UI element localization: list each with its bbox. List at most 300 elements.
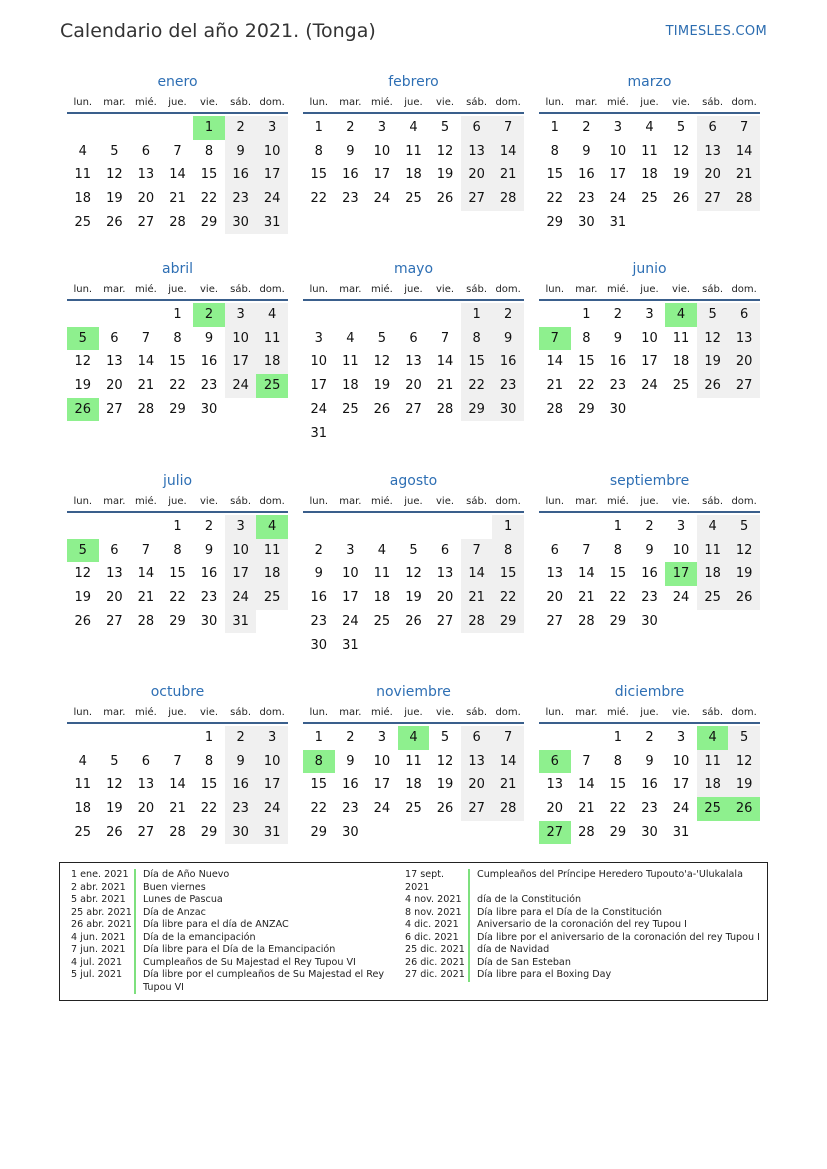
day-cell: 25 — [641, 191, 658, 207]
day-cell: 12 — [672, 143, 690, 159]
weekday-header — [539, 92, 760, 114]
day-cell: 5 — [110, 753, 119, 769]
day-cell: 18 — [672, 354, 690, 370]
weekday-label: lun. — [545, 707, 565, 718]
day-cell: 5 — [110, 143, 119, 159]
day-cell: 3 — [225, 515, 257, 539]
day-cell: 23 — [641, 590, 658, 606]
day-cell: 23 — [641, 801, 658, 817]
month-mayo — [303, 259, 524, 441]
day-cell: 22 — [546, 191, 564, 207]
day-cell: 12 — [106, 167, 123, 183]
day-cell: 3 — [346, 542, 355, 558]
day-cell: 12 — [436, 143, 454, 159]
holiday-day-cell: 26 — [67, 398, 99, 422]
weekday-label: dom. — [495, 496, 521, 507]
day-cell: 3 — [314, 330, 323, 346]
weekday-label: dom. — [731, 707, 757, 718]
day-cell: 18 — [256, 350, 288, 374]
month-agosto — [303, 471, 524, 653]
weekday-header — [67, 491, 288, 513]
weekday-header — [303, 279, 524, 301]
weekday-label: lun. — [73, 707, 93, 718]
legend-date: 6 dic. 2021 — [405, 931, 459, 943]
weekday-label: dom. — [731, 496, 757, 507]
day-cell: 10 — [342, 566, 359, 582]
holiday-day-cell: 4 — [398, 726, 430, 750]
weekday-label: sáb. — [702, 284, 724, 295]
day-cell: 19 — [405, 590, 422, 606]
day-cell: 11 — [74, 777, 92, 793]
day-cell: 26 — [106, 824, 123, 840]
weekday-label: jue. — [640, 707, 659, 718]
weekday-label: jue. — [404, 97, 423, 108]
legend-item — [405, 894, 765, 907]
month-name: agosto — [389, 473, 438, 489]
day-cell: 29 — [200, 214, 218, 230]
weekday-label: mié. — [606, 496, 629, 507]
legend-date: 17 sept. 2021 — [405, 869, 445, 893]
day-cell: 28 — [169, 824, 186, 840]
legend-date: 25 dic. 2021 — [405, 944, 465, 955]
day-cell: 4 — [346, 330, 355, 346]
day-cell: 21 — [578, 590, 595, 606]
day-cell: 25 — [74, 824, 92, 840]
day-cell: 11 — [256, 539, 288, 563]
day-cell: 21 — [461, 586, 493, 610]
day-cell: 3 — [256, 726, 288, 750]
day-cell: 11 — [74, 167, 92, 183]
weekday-label: vie. — [200, 97, 219, 108]
day-cell: 5 — [676, 120, 686, 135]
weekday-label: lun. — [309, 97, 329, 108]
day-cell: 12 — [436, 753, 454, 769]
day-cell: 9 — [346, 143, 355, 159]
day-cell: 12 — [728, 750, 760, 774]
day-cell: 13 — [405, 354, 422, 370]
day-cell: 7 — [173, 753, 182, 769]
day-cell: 2 — [582, 120, 591, 135]
weekday-label: lun. — [73, 97, 93, 108]
legend-color-bar — [468, 907, 470, 920]
month-name: enero — [157, 74, 198, 90]
weekday-header — [303, 92, 524, 114]
day-cell: 29 — [169, 401, 186, 417]
day-cell: 21 — [578, 801, 595, 817]
day-cell: 8 — [582, 330, 591, 346]
day-cell: 13 — [436, 566, 454, 582]
weekday-label: mar. — [339, 97, 362, 108]
day-cell: 21 — [169, 191, 186, 207]
day-cell: 26 — [74, 613, 92, 629]
month-name: octubre — [150, 684, 205, 700]
day-cell: 8 — [204, 143, 214, 159]
month-name: noviembre — [376, 684, 451, 700]
day-cell: 4 — [697, 515, 729, 539]
legend-item — [71, 969, 391, 994]
legend-color-bar — [468, 869, 470, 894]
weekday-label: jue. — [640, 97, 659, 108]
day-cell: 29 — [578, 401, 595, 417]
day-cell: 17 — [672, 777, 690, 793]
day-cell: 7 — [141, 542, 151, 558]
day-cell: 6 — [728, 303, 760, 327]
legend-item — [71, 907, 391, 920]
weekday-header — [539, 491, 760, 513]
weekday-label: mié. — [370, 284, 393, 295]
day-cell: 22 — [609, 590, 627, 606]
legend-date: 5 jul. 2021 — [71, 969, 123, 980]
day-cell: 3 — [676, 519, 686, 534]
day-cell: 8 — [613, 753, 623, 769]
day-cell: 19 — [373, 378, 391, 394]
holiday-day-cell: 4 — [697, 726, 729, 750]
day-cell: 1 — [173, 307, 182, 322]
day-cell: 20 — [137, 191, 155, 207]
day-cell: 20 — [546, 801, 564, 817]
day-cell: 3 — [676, 730, 686, 745]
legend-color-bar — [134, 907, 136, 920]
weekday-label: dom. — [731, 284, 757, 295]
legend-holiday-name: Día de Año Nuevo — [143, 869, 230, 880]
holiday-day-cell: 5 — [67, 327, 99, 351]
legend-column-right — [405, 869, 765, 982]
day-cell: 10 — [672, 542, 690, 558]
legend-holiday-name: Aniversario de la coronación del rey Tupou I — [477, 919, 687, 930]
legend-color-bar — [468, 944, 470, 957]
legend-date: 7 jun. 2021 — [71, 944, 126, 955]
day-cell: 7 — [492, 726, 524, 750]
weekday-label: vie. — [672, 97, 691, 108]
day-cell: 28 — [546, 401, 564, 417]
day-cell: 1 — [204, 730, 214, 745]
month-name: mayo — [393, 261, 434, 277]
day-cell: 8 — [204, 753, 214, 769]
day-cell: 25 — [672, 378, 690, 394]
holiday-day-cell: 17 — [665, 562, 697, 586]
day-cell: 14 — [461, 562, 493, 586]
day-cell: 17 — [256, 163, 288, 187]
month-name: marzo — [627, 74, 672, 90]
day-cell: 27 — [137, 824, 155, 840]
day-cell: 4 — [645, 120, 654, 135]
day-cell: 22 — [492, 586, 524, 610]
weekday-label: sáb. — [466, 707, 488, 718]
day-cell: 10 — [225, 327, 257, 351]
weekday-label: sáb. — [230, 707, 252, 718]
day-cell: 28 — [578, 824, 595, 840]
day-cell: 16 — [492, 350, 524, 374]
day-cell: 18 — [256, 562, 288, 586]
day-cell: 10 — [256, 140, 288, 164]
weekday-header — [67, 92, 288, 114]
day-cell: 9 — [645, 542, 654, 558]
day-cell: 18 — [342, 378, 359, 394]
day-cell: 8 — [173, 330, 182, 346]
weekday-label: mié. — [606, 707, 629, 718]
month-diciembre — [539, 682, 760, 840]
day-cell: 7 — [582, 753, 591, 769]
day-cell: 27 — [137, 214, 155, 230]
day-cell: 19 — [106, 191, 123, 207]
day-cell: 21 — [546, 378, 564, 394]
weekday-label: sáb. — [702, 707, 724, 718]
weekday-label: dom. — [259, 496, 285, 507]
weekday-label: mar. — [103, 496, 126, 507]
day-cell: 2 — [346, 120, 355, 135]
day-cell: 22 — [200, 801, 218, 817]
day-cell: 18 — [641, 167, 658, 183]
day-cell: 24 — [225, 374, 257, 398]
day-cell: 9 — [346, 753, 355, 769]
legend-item — [71, 957, 391, 970]
day-cell: 12 — [106, 777, 123, 793]
weekday-label: dom. — [731, 97, 757, 108]
day-cell: 20 — [728, 350, 760, 374]
day-cell: 15 — [310, 167, 328, 183]
day-cell: 3 — [613, 120, 623, 135]
legend-color-bar — [134, 944, 136, 957]
day-cell: 31 — [256, 211, 288, 235]
day-cell: 21 — [137, 378, 155, 394]
day-cell: 1 — [461, 303, 493, 327]
day-cell: 7 — [492, 116, 524, 140]
weekday-label: mié. — [606, 97, 629, 108]
legend-item — [405, 944, 765, 957]
day-cell: 31 — [225, 610, 257, 634]
day-cell: 13 — [106, 566, 123, 582]
day-cell: 29 — [200, 824, 218, 840]
legend-item — [405, 919, 765, 932]
day-cell: 24 — [342, 613, 359, 629]
weekday-label: jue. — [404, 496, 423, 507]
day-cell: 12 — [697, 327, 729, 351]
legend-holiday-name: Día libre para el Boxing Day — [477, 969, 612, 980]
weekday-label: mar. — [103, 707, 126, 718]
legend-color-bar — [468, 932, 470, 945]
day-cell: 25 — [697, 586, 729, 610]
day-cell: 3 — [225, 303, 257, 327]
day-cell: 1 — [173, 519, 182, 534]
day-cell: 17 — [225, 350, 257, 374]
day-cell: 26 — [106, 214, 123, 230]
day-cell: 18 — [373, 590, 391, 606]
day-cell: 30 — [225, 211, 257, 235]
day-cell: 8 — [461, 327, 493, 351]
legend-date: 4 nov. 2021 — [405, 894, 462, 905]
weekday-label: lun. — [73, 284, 93, 295]
day-cell: 29 — [546, 214, 564, 230]
weekday-label: sáb. — [702, 496, 724, 507]
weekday-label: mar. — [575, 707, 598, 718]
holiday-day-cell: 26 — [728, 797, 760, 821]
brand-link[interactable]: TIMESLES.COM — [665, 24, 767, 39]
day-cell: 18 — [405, 167, 422, 183]
legend-item — [405, 957, 765, 970]
day-cell: 2 — [346, 730, 355, 745]
day-cell: 4 — [409, 120, 418, 135]
day-cell: 6 — [461, 116, 493, 140]
day-cell: 15 — [609, 777, 627, 793]
day-cell: 17 — [609, 167, 627, 183]
weekday-label: dom. — [495, 707, 521, 718]
holiday-day-cell: 25 — [256, 374, 288, 398]
day-cell: 2 — [314, 542, 323, 558]
day-cell: 23 — [200, 590, 218, 606]
day-cell: 16 — [225, 163, 257, 187]
day-cell: 12 — [74, 566, 92, 582]
weekday-header — [67, 702, 288, 724]
day-cell: 2 — [645, 730, 654, 745]
weekday-label: jue. — [168, 496, 187, 507]
legend-color-bar — [134, 969, 136, 994]
holiday-day-cell: 6 — [539, 750, 571, 774]
weekday-label: sáb. — [230, 284, 252, 295]
legend-item — [71, 882, 391, 895]
legend-holiday-name: Cumpleaños de Su Majestad el Rey Tupou VI — [143, 956, 356, 968]
day-cell: 13 — [461, 140, 493, 164]
day-cell: 27 — [106, 613, 123, 629]
legend-color-bar — [134, 869, 136, 882]
weekday-label: vie. — [672, 707, 691, 718]
day-cell: 5 — [377, 330, 387, 346]
month-name: julio — [162, 473, 193, 489]
legend-item — [405, 869, 765, 894]
weekday-label: sáb. — [466, 284, 488, 295]
day-cell: 17 — [373, 777, 391, 793]
legend-holiday-name: Día de Anzac — [143, 906, 206, 918]
weekday-label: lun. — [545, 496, 565, 507]
weekday-label: lun. — [309, 496, 329, 507]
month-junio — [539, 259, 760, 417]
holiday-day-cell: 5 — [67, 539, 99, 563]
holiday-day-cell: 2 — [193, 303, 225, 327]
day-cell: 17 — [310, 378, 328, 394]
legend-item — [71, 894, 391, 907]
day-cell: 20 — [436, 590, 454, 606]
day-cell: 29 — [310, 824, 328, 840]
day-cell: 14 — [728, 140, 760, 164]
day-cell: 29 — [492, 610, 524, 634]
day-cell: 22 — [609, 801, 627, 817]
day-cell: 24 — [225, 586, 257, 610]
month-febrero — [303, 72, 524, 207]
day-cell: 19 — [436, 167, 454, 183]
day-cell: 9 — [225, 750, 257, 774]
day-cell: 3 — [377, 120, 387, 135]
day-cell: 24 — [672, 590, 690, 606]
day-cell: 17 — [225, 562, 257, 586]
legend-holiday-name: Día de la emancipación — [143, 931, 256, 943]
month-name: junio — [632, 261, 667, 277]
day-cell: 1 — [314, 730, 323, 745]
weekday-label: vie. — [436, 97, 455, 108]
day-cell: 24 — [672, 801, 690, 817]
day-cell: 1 — [613, 519, 623, 534]
legend-color-bar — [134, 894, 136, 907]
weekday-label: sáb. — [230, 496, 252, 507]
holiday-legend — [59, 862, 768, 1001]
legend-item — [405, 932, 765, 945]
day-cell: 17 — [641, 354, 658, 370]
day-cell: 24 — [256, 187, 288, 211]
day-cell: 1 — [613, 730, 623, 745]
day-cell: 10 — [310, 354, 328, 370]
day-cell: 20 — [697, 163, 729, 187]
day-cell: 18 — [697, 773, 729, 797]
day-cell: 28 — [169, 214, 186, 230]
day-cell: 14 — [169, 167, 186, 183]
holiday-day-cell: 4 — [665, 303, 697, 327]
day-cell: 19 — [728, 562, 760, 586]
day-cell: 7 — [461, 539, 493, 563]
day-cell: 2 — [204, 519, 214, 534]
legend-holiday-name: Día libre por el cumpleaños de Su Majestad el Rey Tupou VI — [143, 969, 385, 993]
day-cell: 26 — [728, 586, 760, 610]
legend-holiday-name: Día libre por el aniversario de la coronación del rey Tupou I — [477, 931, 760, 943]
day-cell: 11 — [342, 354, 359, 370]
day-cell: 16 — [310, 590, 328, 606]
day-cell: 6 — [110, 542, 119, 558]
month-marzo — [539, 72, 760, 230]
day-cell: 5 — [697, 303, 729, 327]
day-cell: 14 — [492, 750, 524, 774]
month-name: septiembre — [609, 473, 690, 489]
day-cell: 20 — [461, 163, 493, 187]
day-cell: 14 — [578, 566, 595, 582]
weekday-label: mar. — [339, 284, 362, 295]
weekday-label: sáb. — [702, 97, 724, 108]
day-cell: 27 — [728, 374, 760, 398]
day-cell: 7 — [440, 330, 450, 346]
day-cell: 9 — [645, 753, 654, 769]
day-cell: 19 — [74, 590, 92, 606]
day-cell: 2 — [225, 116, 257, 140]
weekday-label: jue. — [404, 284, 423, 295]
day-cell: 7 — [173, 143, 182, 159]
weekday-label: mié. — [606, 284, 629, 295]
legend-color-bar — [134, 882, 136, 895]
day-cell: 24 — [310, 401, 328, 417]
weekday-label: mar. — [575, 97, 598, 108]
day-cell: 6 — [461, 726, 493, 750]
day-cell: 7 — [141, 330, 151, 346]
day-cell: 14 — [436, 354, 454, 370]
day-cell: 5 — [440, 730, 450, 745]
day-cell: 21 — [137, 590, 155, 606]
day-cell: 20 — [106, 378, 123, 394]
day-cell: 20 — [546, 590, 564, 606]
day-cell: 10 — [641, 330, 658, 346]
day-cell: 16 — [200, 354, 218, 370]
legend-color-bar — [134, 932, 136, 945]
day-cell: 14 — [578, 777, 595, 793]
day-cell: 10 — [373, 753, 391, 769]
day-cell: 26 — [697, 374, 729, 398]
day-cell: 31 — [342, 637, 359, 653]
legend-holiday-name: Lunes de Pascua — [143, 894, 223, 905]
month-septiembre — [539, 471, 760, 629]
day-cell: 11 — [373, 566, 391, 582]
day-cell: 23 — [578, 191, 595, 207]
legend-color-bar — [468, 919, 470, 932]
day-cell: 30 — [492, 398, 524, 422]
day-cell: 5 — [440, 120, 450, 135]
day-cell: 17 — [342, 590, 359, 606]
day-cell: 23 — [609, 378, 627, 394]
day-cell: 13 — [697, 140, 729, 164]
day-cell: 6 — [697, 116, 729, 140]
